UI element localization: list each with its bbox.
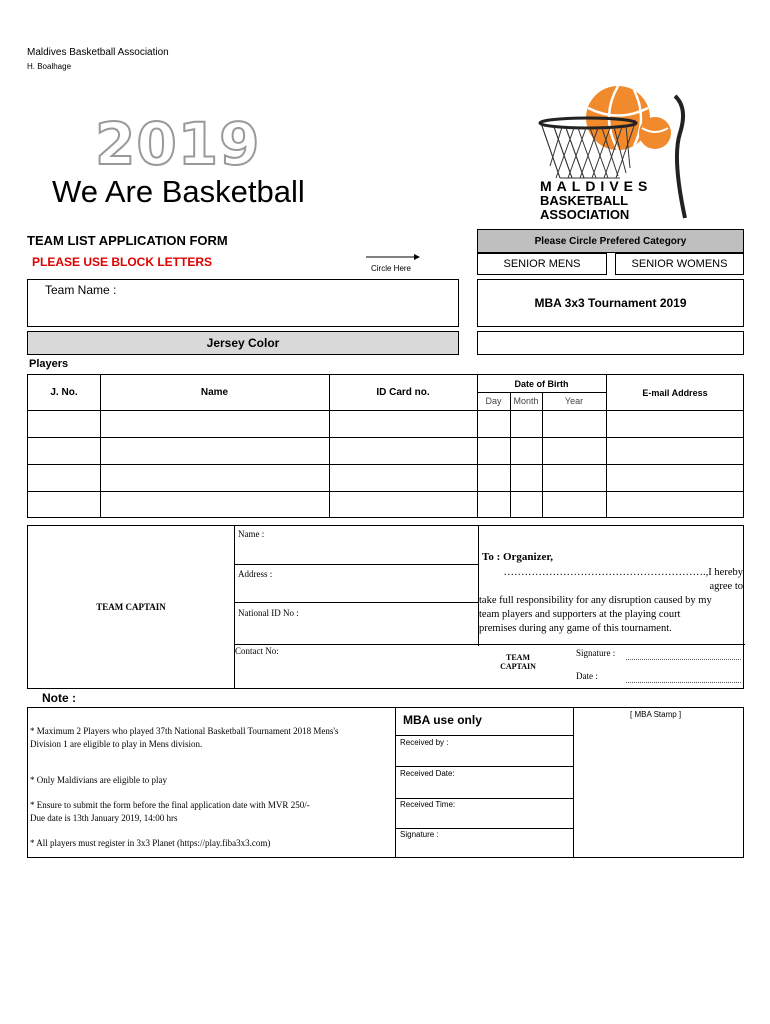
note-item: * Only Maldivians are eligible to play	[30, 775, 167, 785]
note-item: * All players must register in 3x3 Planet (https://play.fiba3x3.com)	[30, 838, 271, 848]
agreement-line: team players and supporters at the playing court	[479, 609, 681, 620]
players-table	[27, 374, 744, 518]
col-date-of-birth: Date of Birth	[514, 378, 569, 389]
team-captain-line: TEAM	[506, 653, 530, 662]
players-label: Players	[29, 358, 69, 370]
logo-line2: BASKETBALL	[540, 193, 629, 208]
team-captain-line: CAPTAIN	[500, 662, 536, 671]
received-by-field[interactable]: Received by :	[400, 738, 449, 747]
table-row[interactable]	[28, 438, 744, 464]
table-row[interactable]	[28, 411, 744, 437]
arrow-right-icon	[366, 252, 420, 264]
agreement-line: take full responsibility for any disruption caused by my	[479, 595, 712, 606]
org-address: H. Boalhage	[27, 62, 72, 71]
signature-line[interactable]	[626, 659, 741, 660]
agreement-line: premises during any game of this tournament.	[479, 623, 672, 634]
mba-logo	[530, 78, 700, 223]
form-title: TEAM LIST APPLICATION FORM	[27, 233, 228, 248]
captain-section	[27, 525, 744, 689]
circle-here-hint: Circle Here	[371, 264, 412, 273]
received-date-field[interactable]: Received Date:	[400, 769, 455, 778]
note-line: * Maximum 2 Players who played 37th National Basketball Tournament 2018 Mens's	[30, 726, 339, 736]
col-year: Year	[564, 396, 584, 406]
mba-signature-field[interactable]: Signature :	[400, 830, 439, 839]
team-captain-label: TEAM CAPTAIN	[96, 602, 166, 612]
captain-name-label[interactable]: Name :	[238, 529, 265, 539]
organizer-heading: To : Organizer,	[482, 551, 553, 563]
basketball-hoop-icon	[530, 78, 700, 223]
mba-stamp-area: [ MBA Stamp ]	[630, 710, 682, 719]
received-time-field[interactable]: Received Time:	[400, 800, 456, 809]
slogan: We Are Basketball	[52, 174, 305, 209]
note-label: Note :	[42, 691, 76, 705]
team-captain-sign-label	[498, 653, 538, 671]
tournament-name: MBA 3x3 Tournament 2019	[477, 279, 744, 327]
note-line: Due date is 13th January 2019, 14:00 hrs	[30, 813, 178, 823]
captain-nid-label[interactable]: National ID No :	[238, 608, 299, 618]
captain-address-label[interactable]: Address :	[238, 569, 273, 579]
agreement-line: ………………………………………………….,I hereby agree to	[503, 567, 743, 592]
col-month: Month	[513, 396, 539, 406]
signature-label: Signature :	[576, 648, 616, 658]
col-jersey-no: J. No.	[50, 387, 78, 398]
notes-section	[27, 707, 744, 858]
note-item	[30, 799, 310, 825]
mba-use-title: MBA use only	[403, 713, 482, 727]
date-line[interactable]	[626, 682, 741, 683]
block-letters-instruction: PLEASE USE BLOCK LETTERS	[32, 255, 213, 269]
logo-line3: ASSOCIATION	[540, 207, 630, 222]
col-name: Name	[200, 387, 229, 398]
note-line: Division 1 are eligible to play in Mens division.	[30, 739, 203, 749]
note-line: * Ensure to submit the form before the final application date with MVR 250/-	[30, 800, 310, 810]
jersey-color-label: Jersey Color	[27, 331, 459, 355]
org-name: Maldives Basketball Association	[27, 47, 169, 58]
category-header: Please Circle Prefered Category	[477, 229, 744, 253]
col-day: Day	[485, 396, 502, 406]
table-row[interactable]	[28, 465, 744, 491]
date-label: Date :	[576, 671, 598, 681]
captain-contact-label[interactable]: Contact No:	[235, 646, 279, 656]
team-name-label: Team Name :	[45, 283, 117, 297]
category-senior-womens[interactable]: SENIOR WOMENS	[615, 253, 744, 275]
year-heading: 2019	[95, 110, 261, 178]
jersey-color-field[interactable]	[477, 331, 744, 355]
col-email: E-mail Address	[642, 387, 708, 398]
col-id-card: ID Card no.	[376, 387, 430, 398]
logo-line1: MALDIVES	[540, 178, 653, 194]
agreement-text	[479, 566, 743, 636]
note-item	[30, 725, 339, 751]
category-senior-mens[interactable]: SENIOR MENS	[477, 253, 607, 275]
table-row[interactable]	[28, 492, 744, 518]
